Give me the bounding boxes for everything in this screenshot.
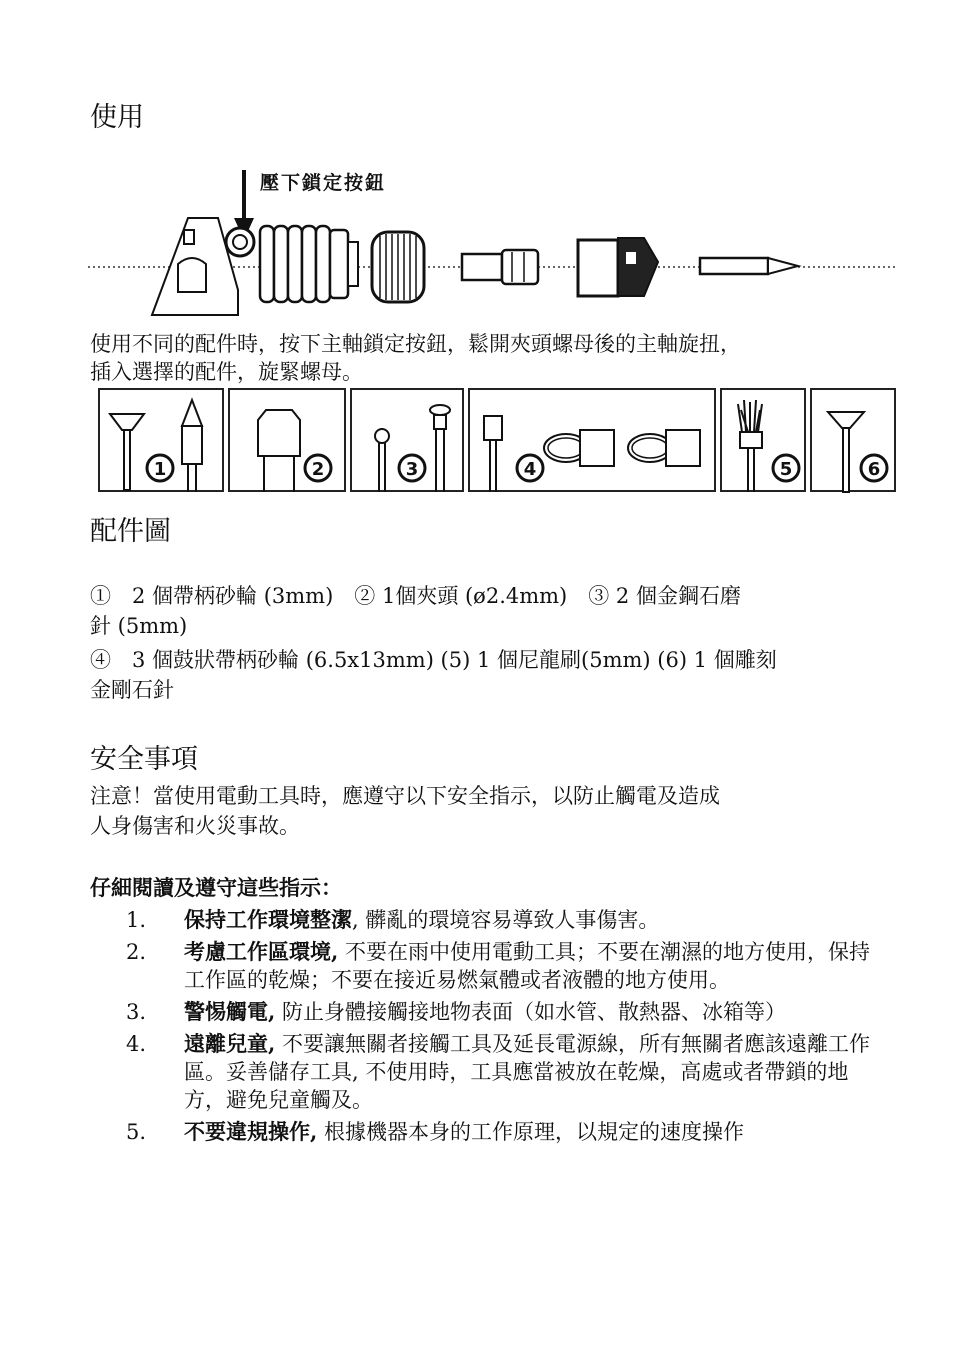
accessory-panel-3	[350, 388, 464, 492]
accessory-line-3: ④ 3 個鼓狀帶柄砂輪 (6.5x13mm) (5) 1 個尼龍刷(5mm) (6) 1 個雕刻	[90, 648, 777, 672]
list-item	[90, 998, 870, 1026]
safety-text-1: 注意！當使用電動工具時，應遵守以下安全指示，以防止觸電及造成	[90, 784, 720, 808]
rule-number: 1.	[126, 908, 147, 932]
rule-number: 5.	[126, 1120, 147, 1144]
usage-text-1: 使用不同的配件時，按下主軸鎖定按鈕，鬆開夾頭螺母後的主軸旋扭，	[90, 332, 741, 356]
usage-text-2: 插入選擇的配件，旋緊螺母。	[90, 360, 363, 384]
rule-text: 不要在雨中使用電動工具；不要在潮濕的地方使用，保持工作區的乾燥；不要在接近易燃氣體或者液體的地方使用。	[184, 940, 870, 992]
accessory-number-5: 5	[779, 459, 793, 480]
rule-text: 不要讓無關者接觸工具及延長電源線，所有無關者應該遠離工作區。妥善儲存工具, 不使用時，工具應當被放在乾燥，高處或者帶鎖的地方，避免兒童觸及。	[184, 1032, 870, 1112]
accessory-line-2: 針 (5mm)	[90, 614, 188, 638]
rule-heading: 考慮工作區環境,	[184, 939, 339, 964]
rule-number: 3.	[126, 1000, 147, 1024]
accessory-line-4: 金剛石針	[90, 678, 174, 702]
accessory-line-1: ① 2 個帶柄砂輪 (3mm) ② 1個夾頭 (ø2.4mm) ③ 2 個金鋼石磨	[90, 584, 741, 608]
read-instructions-title: 仔細閱讀及遵守這些指示：	[90, 875, 342, 900]
accessory-panel-1	[98, 388, 224, 492]
usage-title: 使用	[90, 102, 144, 133]
assembly-illustration	[88, 160, 898, 320]
list-item	[90, 1030, 870, 1114]
rule-number: 2.	[126, 940, 147, 964]
accessories-title: 配件圖	[90, 516, 171, 547]
rule-text: 根據機器本身的工作原理，以規定的速度操作	[317, 1120, 744, 1144]
accessory-panel-4	[468, 388, 716, 492]
accessory-number-2: 2	[311, 459, 325, 480]
safety-text-2: 人身傷害和火災事故。	[90, 814, 300, 838]
accessory-number-6: 6	[867, 459, 881, 480]
safety-title: 安全事項	[90, 744, 198, 775]
rule-heading: 警惕觸電,	[184, 999, 276, 1024]
rule-heading: 遠離兒童,	[184, 1031, 276, 1056]
list-item	[90, 906, 870, 934]
list-item	[90, 938, 870, 994]
rule-text: , 髒亂的環境容易導致人事傷害。	[352, 908, 660, 932]
accessory-panel-2	[228, 388, 346, 492]
list-item	[90, 1118, 870, 1146]
accessory-panel-6	[810, 388, 896, 492]
safety-rules-list	[90, 906, 870, 1150]
rule-number: 4.	[126, 1032, 147, 1056]
accessory-panel-5	[720, 388, 806, 492]
rule-heading: 保持工作環境整潔	[184, 907, 352, 932]
assembly-diagram	[88, 160, 898, 320]
rule-heading: 不要違規操作,	[184, 1119, 318, 1144]
lock-button-label: 壓下鎖定按鈕	[260, 172, 387, 194]
rule-text: 防止身體接觸接地物表面（如水管、散熱器、冰箱等）	[275, 1000, 786, 1024]
accessory-number-3: 3	[405, 459, 419, 480]
accessory-number-4: 4	[523, 459, 537, 480]
accessory-number-1: 1	[153, 459, 167, 480]
